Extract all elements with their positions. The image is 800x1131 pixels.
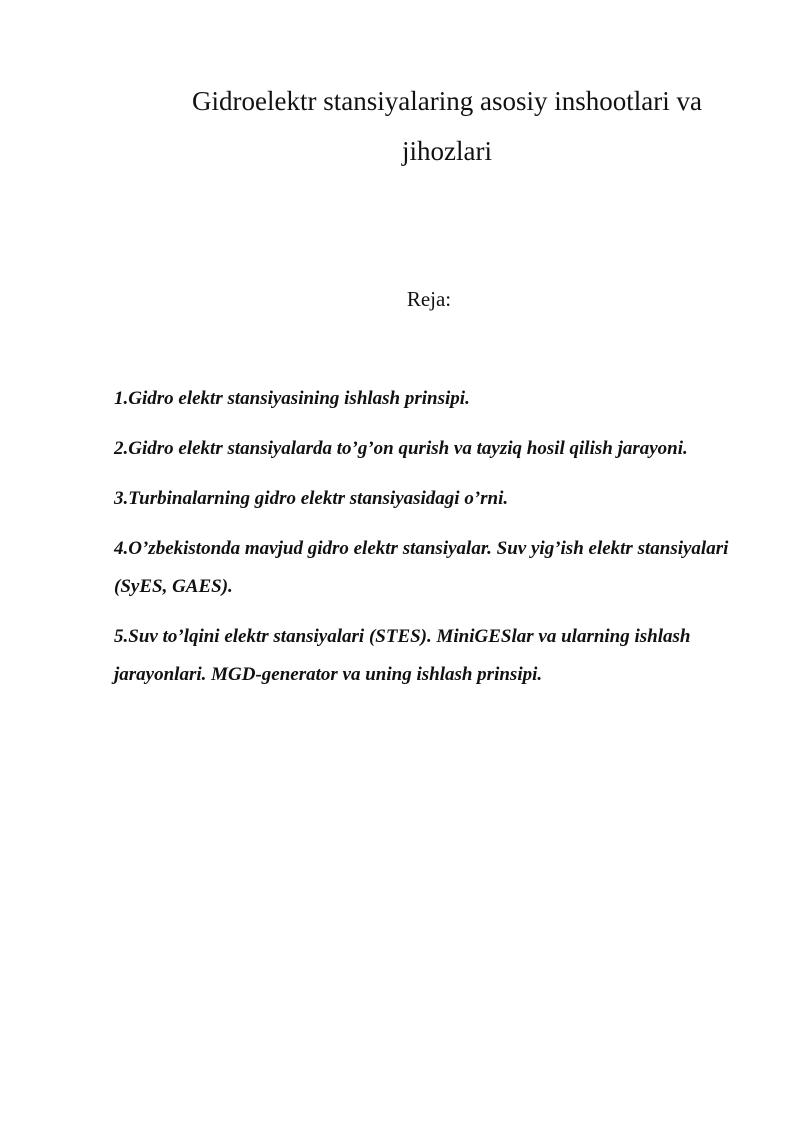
title-line-1: Gidroelektr stansiyalaring asosiy inshootlari va	[192, 86, 702, 116]
plan-item-3: 3.Turbinalarning gidro elektr stansiyasidagi o’rni.	[114, 488, 509, 509]
plan-heading: Reja:	[406, 287, 452, 311]
title-line-2: jihozlari	[402, 136, 492, 166]
plan-item-4: 4.O’zbekistonda mavjud gidro elektr stansiyalar. Suv yig’ish elektr stansiyalari (SyES, GAES).	[114, 538, 729, 597]
plan-list	[114, 380, 734, 706]
plan-item-5: 5.Suv to’lqini elektr stansiyalari (STES). MiniGESlar va ularning ishlash jarayonlari. MGD-generator va uning ishlash prinsipi.	[114, 626, 691, 685]
document-title	[112, 76, 782, 176]
plan-item-1: 1.Gidro elektr stansiyasining ishlash prinsipi.	[114, 388, 470, 409]
plan-item-2: 2.Gidro elektr stansiyalarda to’g’on qurish va tayziq hosil qilish jarayoni.	[114, 438, 688, 459]
